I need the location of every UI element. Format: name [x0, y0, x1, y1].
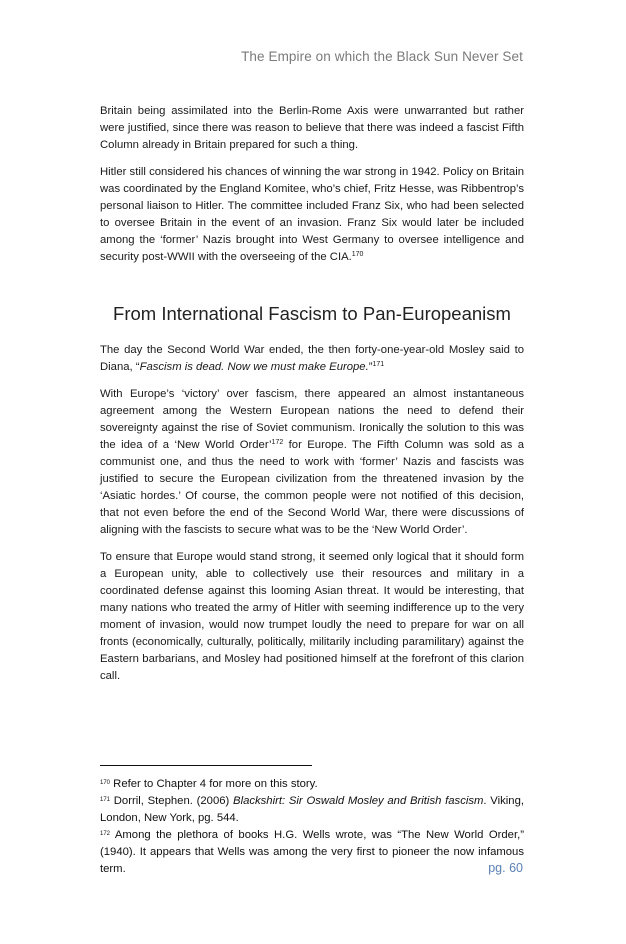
footnote-ref-172[interactable]: 172: [271, 439, 284, 446]
footnote-number: 170: [100, 780, 111, 786]
footnote-divider: [100, 765, 312, 766]
paragraph-5: To ensure that Europe would stand strong, it seemed only logical that it should form a European unity, able to collectively use their resources and military in a coordinated defense against this looming Asian threat. It would be interesting, that many nations who treated the army of Hitler with seeming indifference up to the very moment of invasion, would now trumpet loudly the need to prepare for war on all fronts (economically, culturally, politically, militarily including paramilitary) against the Eastern barbarians, and Mosley had positioned himself at the forefront of this clarion call.: [100, 551, 524, 682]
paragraph-2-text: Hitler still considered his chances of winning the war strong in 1942. Policy on Britain was coordinated by the England Komitee, who’s chief, Fritz Hesse, was Ribbentrop’s personal liaison to Hitler. The committee included Franz Six, who had been selected to oversee Britain in the event of an invasion. Franz Six would later be included among the ‘former’ Nazis brought into West Germany to oversee intelligence and security post-WWII with the overseeing of the CIA.: [100, 166, 524, 263]
footnote-text: Among the plethora of books H.G. Wells wrote, was “The New World Order,” (1940). It appears that Wells was among the very first to pioneer the now infamous term.: [100, 829, 524, 875]
paragraph-3-close-quote: ”: [368, 361, 373, 373]
paragraph-1: Britain being assimilated into the Berlin-Rome Axis were unwarranted but rather were justified, since there was reason to believe that there was indeed a fascist Fifth Column already in Britain prepared for such a thing.: [100, 105, 524, 151]
paragraph-4: [100, 386, 524, 539]
mosley-quote: Fascism is dead. Now we must make Europe.: [139, 361, 369, 373]
footnote-number: 172: [100, 831, 111, 837]
book-title: Blackshirt: Sir Oswald Mosley and British fascism: [233, 795, 484, 807]
footnote-170: [100, 776, 524, 793]
running-header: The Empire on which the Black Sun Never Set: [241, 49, 523, 64]
paragraph-2: [100, 164, 524, 266]
paragraph-3-text: The day the Second World War ended, the then forty-one-year-old Mosley said to Diana, “: [100, 344, 524, 373]
page-body: [100, 103, 524, 695]
paragraph-3: [100, 342, 524, 376]
footnote-ref-170[interactable]: 170: [351, 251, 364, 258]
page-number: pg. 60: [488, 861, 523, 875]
paragraph-4-text-a: With Europe’s ‘victory’ over fascism, there appeared an almost instantaneous agreement among the Western European nations the need to defend their sovereignty against the rise of Soviet communism. Ironically the solution to this was the idea of a ‘New World Order’: [100, 388, 524, 451]
footnote-text: Dorril, Stephen. (2006): [110, 795, 234, 807]
footnote-text-tail: . Viking, London, New York, pg. 544.: [100, 795, 525, 824]
footnote-171: [100, 793, 524, 827]
footnote-ref-171[interactable]: 171: [372, 361, 385, 368]
paragraph-4-text-b: for Europe. The Fifth Column was sold as a communist one, and thus the need to work with ‘former’ Nazis and fascists was justified to secure the European civilization from the threatened invasion by the ‘Asiatic hordes.’ Of course, the common people were not notified of this decision, that not even before the end of the Second World War, there were discussions of aligning with the fascists to secure what was to be the ‘New World Order’.: [100, 439, 525, 536]
section-title: From International Fascism to Pan-Europeanism: [113, 303, 511, 324]
footnote-172: [100, 827, 524, 878]
footnote-number: 171: [100, 797, 111, 803]
footnote-text: Refer to Chapter 4 for more on this story.: [110, 778, 318, 790]
footnotes: [100, 776, 524, 878]
